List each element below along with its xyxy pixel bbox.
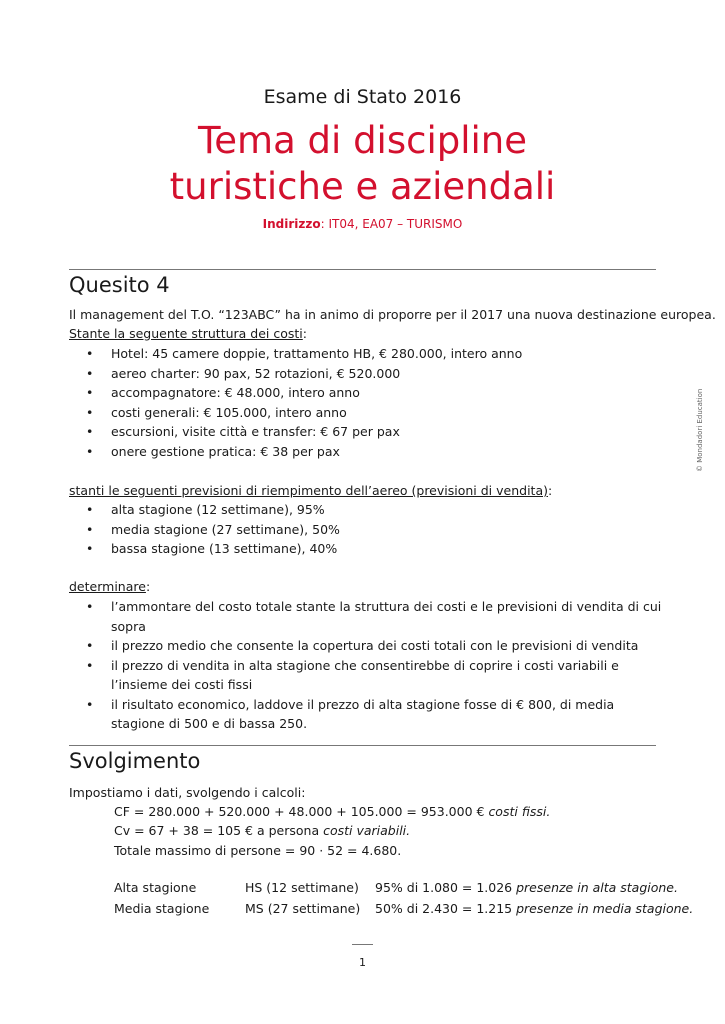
season-code: MS (27 settimane) <box>245 901 361 916</box>
list-item: • il risultato economico, laddove il prezzo di alta stagione fosse di € 800, di media stagione di 500 e di bassa 250. <box>86 696 615 731</box>
forecast-list <box>86 500 666 559</box>
forecast-label: stanti le seguenti previsioni di riempimento dell’aereo (previsioni di vendita) <box>69 483 548 498</box>
cf-note: costi fissi. <box>488 804 551 819</box>
bullet-icon: • <box>86 365 94 381</box>
exam-year: Esame di Stato 2016 <box>263 86 462 108</box>
bullet-icon: • <box>86 424 94 439</box>
cv-note: costi variabili. <box>323 823 411 838</box>
list-item: • Hotel: 45 camere doppie, trattamento HB, € 280.000, intero anno <box>86 344 666 364</box>
season-label: Media stagione <box>114 901 210 916</box>
list-item: • accompagnatore: € 48.000, intero anno <box>86 383 666 403</box>
list-item: • bassa stagione (13 settimane), 40% <box>86 539 666 559</box>
total-label: Totale massimo di persone = <box>114 843 300 858</box>
costs-label: Stante la seguente struttura dei costi <box>69 326 303 341</box>
cv-line: Cv = 67 + 38 = 105 € a persona costi variabili. <box>114 823 411 838</box>
bullet-icon: • <box>86 599 94 614</box>
total-formula: 90 · 52 = 4.680 <box>299 843 398 858</box>
list-item: • escursioni, visite città e transfer: € 67 per pax <box>86 422 666 442</box>
footer-divider <box>352 944 373 945</box>
address-line <box>0 217 725 231</box>
determine-list <box>86 597 666 734</box>
list-item: • aereo charter: 90 pax, 52 rotazioni, € 520.000 <box>86 364 666 384</box>
document-title <box>0 118 725 210</box>
list-item: • il prezzo di vendita in alta stagione che consentirebbe di coprire i costi variabili e l’insieme dei costi fissi <box>86 657 619 692</box>
address-value: : IT04, EA07 – TURISMO <box>320 217 463 231</box>
bullet-icon: • <box>86 502 94 517</box>
costs-heading: Stante la seguente struttura dei costi: <box>69 326 307 341</box>
page-number: 1 <box>359 956 366 969</box>
title-line-2: turistiche e aziendali <box>169 165 556 208</box>
svolgimento-heading: Svolgimento <box>69 749 201 773</box>
total-line: Totale massimo di persone = 90 · 52 = 4.680. <box>114 843 402 858</box>
cf-formula: CF = 280.000 + 520.000 + 48.000 + 105.000 = 953.000 <box>114 804 473 819</box>
list-item: • costi generali: € 105.000, intero anno <box>86 403 666 423</box>
bullet-icon: • <box>86 657 94 673</box>
list-item: • il prezzo medio che consente la copertura dei costi totali con le previsioni di vendita <box>86 636 666 656</box>
bullet-icon: • <box>86 696 94 712</box>
address-label: Indirizzo <box>262 217 321 231</box>
season-calc: 50% di 2.430 = 1.215 presenze in media stagione. <box>375 901 694 916</box>
svolgimento-intro: Impostiamo i dati, svolgendo i calcoli: <box>69 785 306 800</box>
season-calc: 95% di 1.080 = 1.026 presenze in alta stagione. <box>375 880 678 895</box>
cf-line: CF = 280.000 + 520.000 + 48.000 + 105.000 = 953.000 € costi fissi. <box>114 804 551 819</box>
bullet-icon: • <box>86 638 94 653</box>
section-divider <box>69 745 656 746</box>
cv-formula: Cv = 67 + 38 = 105 <box>114 823 242 838</box>
section-divider <box>69 269 656 270</box>
list-item: • alta stagione (12 settimane), 95% <box>86 500 666 520</box>
determine-label: determinare <box>69 579 146 594</box>
determine-heading: determinare: <box>69 579 151 594</box>
list-item: • media stagione (27 settimane), 50% <box>86 520 666 540</box>
bullet-icon: • <box>86 443 94 459</box>
season-code: HS (12 settimane) <box>245 880 359 895</box>
bullet-icon: • <box>86 346 94 361</box>
title-line-1: Tema di discipline <box>197 119 527 162</box>
season-label: Alta stagione <box>114 880 197 895</box>
list-item: • l’ammontare del costo totale stante la struttura dei costi e le previsioni di vendita di cui sopra <box>86 599 662 634</box>
bullet-icon: • <box>86 385 94 400</box>
list-item: • onere gestione pratica: € 38 per pax <box>86 442 666 462</box>
publisher-credit: © Mondadori Education <box>696 388 704 472</box>
costs-list <box>86 344 666 461</box>
bullet-icon: • <box>86 404 94 420</box>
bullet-icon: • <box>86 521 94 537</box>
bullet-icon: • <box>86 541 94 556</box>
quesito-intro: Il management del T.O. “123ABC” ha in animo di proporre per il 2017 una nuova destinazione europea. <box>69 307 716 322</box>
forecast-heading: stanti le seguenti previsioni di riempimento dell’aereo (previsioni di vendita): <box>69 483 553 498</box>
quesito-heading: Quesito 4 <box>69 273 170 297</box>
